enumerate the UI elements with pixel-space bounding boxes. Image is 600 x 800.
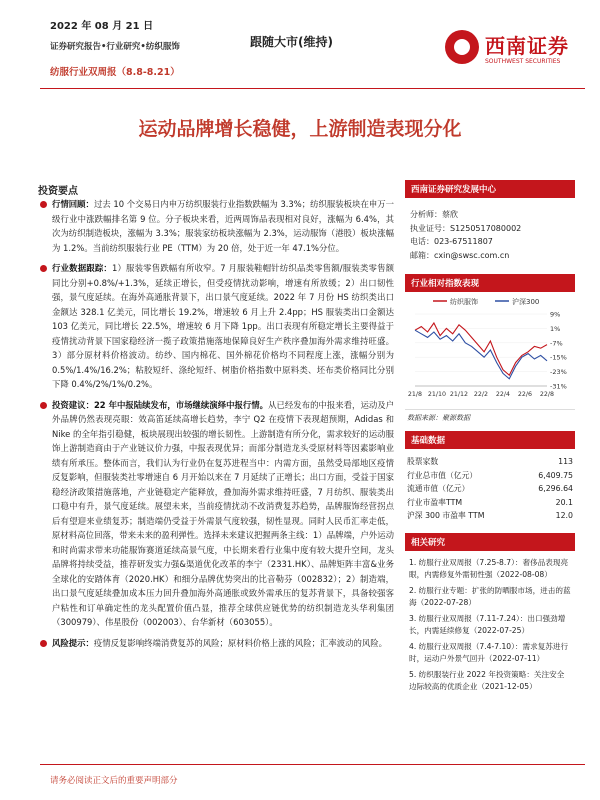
row-value: 6,409.75 xyxy=(538,470,573,480)
report-title: 运动品牌增长稳健，上游制造表现分化 xyxy=(138,118,462,140)
bullet-icon xyxy=(40,201,47,208)
paragraph-data-tracking xyxy=(38,261,394,392)
row-label: 沪深 300 市盈率 TTM xyxy=(407,511,485,520)
basic-data-table xyxy=(405,455,575,523)
x-tick-label: 21/8 xyxy=(407,391,423,398)
footer-disclaimer: 请务必阅读正文后的重要声明部分 xyxy=(50,776,178,786)
x-tick-label: 22/4 xyxy=(495,391,511,398)
table-row xyxy=(405,496,575,510)
row-value: 12.0 xyxy=(555,511,573,520)
analyst-license: 执业证号：S1250517080002 xyxy=(410,223,522,233)
rating: 跟随大市(维持) xyxy=(250,35,333,49)
row-label: 流通市值（亿元） xyxy=(407,484,470,493)
y-tick-label: -31% xyxy=(550,382,567,391)
report-category: 证券研究报告•行业研究•纺织服饰 xyxy=(50,42,180,52)
related-item[interactable]: 5. 纺织服装行业 2022 年投资策略：关注安全边际较高的优质企业（2021-12-05） xyxy=(409,669,565,691)
main-body xyxy=(38,197,394,656)
index-chart-heading: 行业相对指数表现 xyxy=(405,274,575,292)
analyst-name: 分析师：蔡欣 xyxy=(410,210,458,219)
y-tick-label: -7% xyxy=(550,339,563,348)
table-row xyxy=(405,482,575,496)
sidebar xyxy=(405,180,575,697)
row-label: 行业总市值（亿元） xyxy=(407,470,478,480)
paragraph-market-review xyxy=(38,197,394,255)
logo-text-cn: 西南证券 xyxy=(485,34,569,58)
team-heading: 西南证券研究发展中心 xyxy=(405,180,575,198)
table-row xyxy=(405,509,575,523)
table-row xyxy=(405,469,575,483)
row-label: 股票家数 xyxy=(407,457,439,466)
analyst-phone: 电话：023-67511807 xyxy=(410,237,493,246)
bullet-icon xyxy=(40,640,47,647)
paragraph-text: 疫情反复影响终端消费复苏的风险；原材料价格上涨的风险；汇率波动的风险。 xyxy=(93,637,387,648)
company-logo xyxy=(445,28,585,74)
x-tick-label: 22/2 xyxy=(473,391,489,398)
x-tick-label: 21/12 xyxy=(449,391,469,398)
x-tick-label: 21/10 xyxy=(427,391,447,398)
y-tick-label: -23% xyxy=(550,368,567,377)
x-tick-label: 22/8 xyxy=(539,391,555,398)
legend-label: 纺织服饰 xyxy=(450,298,478,306)
index-chart-svg xyxy=(405,292,575,410)
report-name: 纺服行业双周报（8.8-8.21） xyxy=(50,67,180,78)
related-heading: 相关研究 xyxy=(405,533,575,551)
series-line xyxy=(415,323,547,375)
analyst-email[interactable]: 邮箱：cxin@swsc.com.cn xyxy=(410,250,510,260)
y-tick-label: 1% xyxy=(550,324,561,333)
paragraph-lead: 投资建议：22 年中报陆续发布，市场继续演绎中报行情。 xyxy=(52,399,269,410)
legend-label: 沪深300 xyxy=(512,298,540,306)
bullet-icon xyxy=(40,402,47,409)
x-tick-label: 22/6 xyxy=(517,391,533,398)
related-item[interactable]: 4. 纺服行业双周报（7.4-7.10）：需求复苏进行时，运动户外景气回升（2022-07-11） xyxy=(409,641,569,663)
related-item[interactable]: 1. 纺服行业双周报（7.25-8.7）：奢侈品表现亮眼，内需修复外需韧性强（2022-08-08） xyxy=(409,557,569,579)
paragraph-lead: 风险提示： xyxy=(52,637,94,648)
related-item[interactable]: 3. 纺服行业双周报（7.11-7.24）：出口强劲增长，内需延续修复（2022-07-25） xyxy=(409,613,566,635)
basic-data-heading: 基础数据 xyxy=(405,431,575,449)
paragraph-lead: 行情回顾： xyxy=(52,199,94,209)
paragraph-text: 1）服装零售跌幅有所收窄。7 月服装鞋帽针纺织品类零售额/服装类零售额同比分别+0.8%/+1.3%，延续正增长，但受疫情扰动影响，增速有所放缓；2）出口韧性强，景气度延续。在海外高通胀背景下，出口景气度延续。2022 年 7 月份 HS 纺织类出口金额达 328.1 亿美元，同比增长 19.2%，增速较 6 月上升 2.4pp；HS 服装类出口金额达 103 亿美元，同比增长 22.5%，增速较 6 月下降 1pp。出口表现有所稳定增长主要得益于疫情扰动背景下国家稳经济一揽子政策措施落地保障良好生产秩序叠加海外需求维持旺盛。3）部分原材料价格波动。纺纱、国内棉花、国外棉花价格均不同程度上涨，涨幅分别为 0.5%/1.4%/16.2%；粘胶短纤、涤纶短纤、树脂价格指数中原料类、坯布类价格同比分别下降 0.4%/2%/1%/0.2%。 xyxy=(52,263,395,389)
header-divider xyxy=(40,88,585,89)
index-chart xyxy=(405,292,575,410)
paragraph-text: 过去 10 个交易日内申万纺织服装行业指数跌幅为 3.3%；纺织服装板块在申万一级行业中涨跌幅排名第 9 位。分子板块来看，近两周饰品表现相对良好，涨幅为 6.4%，其次为纺织制造板块，涨幅为 3.3%；服装家纺板块涨幅为 2.3%，运动服饰（港股）板块涨幅为 1.2%。当前纺织服装行业 PE（TTM）为 20 倍，处于近一年 47.1%分位。 xyxy=(52,199,394,253)
paragraph-investment-advice xyxy=(38,398,394,630)
analyst-info xyxy=(405,198,575,272)
footer-divider xyxy=(40,764,585,765)
bullet-icon xyxy=(40,265,47,272)
table-row xyxy=(405,455,575,469)
paragraph-text: 从已经发布的中报来看，运动及户外品牌仍然表现亮眼：效高笛延续高增长趋势，李宁 Q2 在疫情下表现超预期，Adidas 和 Nike 的全年指引稳健，板块展现出较强的增长韧性。上游制造有所分化，需求较好的运动服饰上游制造商由于产业链议价力强，中报表现优异；而部分制造龙头受原材料等因素影响业绩有所承压。整体而言，我们认为行业仍在复苏进程当中：内需方面，虽然受局部地区疫情反复影响，但服装类社零增速自 6 月开始以来在 7 月延续了正增长；出口方面，受益于国家稳经济政策措施落地，产业链稳定产能释放，叠加海外需求维持旺盛，7 月纺织、服装类出口稳中有升，景气度延续。展望未来，当前疫情扰动不改消费复苏趋势，品牌服饰经营拐点后有望迎来业绩复苏；制造端仍受益于外需景气度较强，韧性显现。同时人民币汇率走低，原材料高位回落，带来未来的盈利弹性。选择未来建议把握两条主线：1）品牌端，户外运动和时尚需求带来功能服饰赛道延续高景气度，中长期来看行业集中度有较大提升空间，龙头品牌将持续受益，推荐研发实力强&渠道优化改革的李宁（2331.HK）、品牌矩阵丰富&业务全球化的安踏体育（2020.HK）和细分品牌优势突出的比音勒芬（002832）；2）制造端，出口景气度延续叠加成本压力回升叠加海外高通胀或致外需承压的复苏背景下，具备较强客户粘性和订单确定性的龙头配置价值凸显，推荐全球供应链优势的纺织制造龙头华利集团（300979）、伟星股份（002003）、台华新材（603055）。 xyxy=(52,399,395,627)
logo-text-en: SOUTHWEST SECURITIES xyxy=(485,58,561,65)
row-label: 行业市盈率TTM xyxy=(407,497,463,507)
paragraph-lead: 行业数据跟踪： xyxy=(52,263,112,273)
row-value: 6,296.64 xyxy=(538,484,573,493)
chart-source: 数据来源：聚源数据 xyxy=(407,414,470,422)
report-date: 2022 年 08 月 21 日 xyxy=(50,21,154,32)
paragraph-risk xyxy=(38,636,394,651)
y-tick-label: -15% xyxy=(550,353,567,362)
y-tick-label: 9% xyxy=(550,310,561,319)
related-item[interactable]: 2. 纺服行业专题：扩张的防晒服市场，迸击的蓝海（2022-07-28） xyxy=(409,585,571,607)
related-list xyxy=(405,551,575,693)
logo-mark-icon xyxy=(445,30,479,64)
section-heading: 投资要点 xyxy=(38,186,78,197)
row-value: 113 xyxy=(558,457,573,466)
row-value: 20.1 xyxy=(555,497,573,507)
